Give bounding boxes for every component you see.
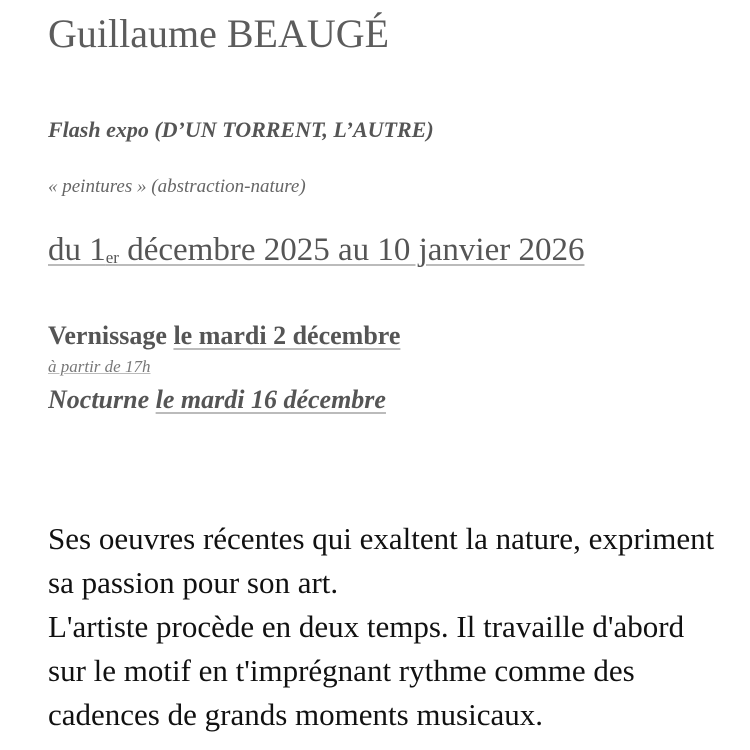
exhibition-description — [48, 517, 728, 737]
exhibition-title: Flash expo (D’UN TORRENT, L’AUTRE) — [48, 117, 434, 142]
nocturne-date-link[interactable]: le mardi 16 décembre — [155, 385, 386, 414]
exhibition-page — [48, 0, 728, 750]
nocturne-line — [48, 385, 386, 415]
dates-ordinal-suffix: er — [105, 248, 119, 267]
artist-name: Guillaume BEAUGÉ — [48, 11, 390, 56]
description-paragraph-1: Ses oeuvres récentes qui exaltent la nature, expriment sa passion pour son art. — [48, 521, 715, 600]
dates-rest: décembre 2025 au 10 janvier 2026 — [118, 232, 585, 268]
description-paragraph-2: L'artiste procède en deux temps. Il travaille d'abord sur le motif en t'imprégnant rythme comme des cadences de grands moments musicaux. — [48, 609, 685, 732]
exhibition-dates — [48, 232, 584, 268]
nocturne-label: Nocturne — [48, 385, 150, 414]
exhibition-dates-link[interactable] — [48, 232, 584, 268]
dates-prefix: du 1 — [48, 232, 106, 268]
vernissage-label: Vernissage — [48, 321, 167, 350]
vernissage-date-link[interactable]: le mardi 2 décembre — [173, 321, 401, 350]
vernissage-time[interactable]: à partir de 17h — [48, 357, 151, 376]
vernissage-line — [48, 321, 400, 351]
exhibition-subtitle: « peintures » (abstraction-nature) — [48, 176, 306, 197]
